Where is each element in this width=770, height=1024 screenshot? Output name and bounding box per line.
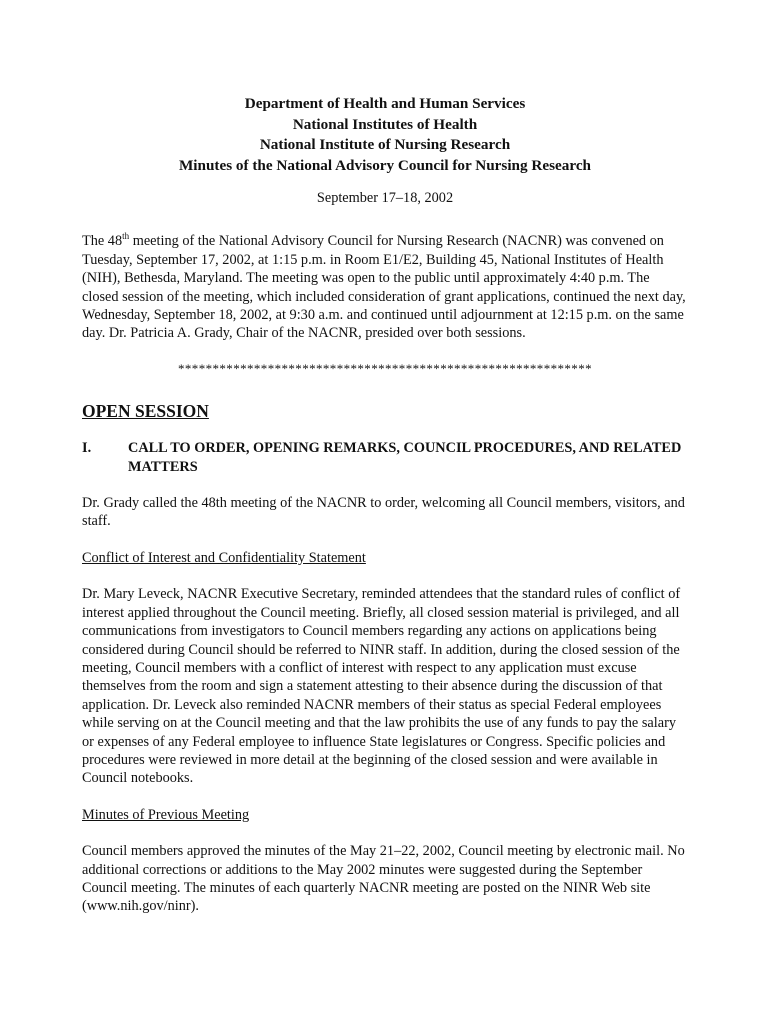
call-to-order-paragraph: Dr. Grady called the 48th meeting of the NACNR to order, welcoming all Council members, visitors, and staff. — [82, 495, 685, 530]
meeting-date: September 17–18, 2002 — [316, 190, 454, 206]
minutes-previous-meeting-paragraph: Council members approved the minutes of the May 21–22, 2002, Council meeting by electronic mail. No additional corrections or additions to the May 2002 minutes were suggested during the September Council meeting. The minutes of each quarterly NACNR meeting are posted on the NINR Web site (www.nih.gov/ninr). — [82, 843, 685, 915]
intro-superscript: th — [122, 231, 130, 242]
intro-text-start: The 48 — [82, 233, 123, 250]
item-title: CALL TO ORDER, OPENING REMARKS, COUNCIL PROCEDURES, AND RELATED MATTERS — [128, 440, 682, 475]
title-ninr: National Institute of Nursing Research — [259, 136, 511, 153]
conflict-of-interest-paragraph: Dr. Mary Leveck, NACNR Executive Secretary, reminded attendees that the standard rules of conflict of interest applied throughout the Council meeting. Briefly, all closed session material is privileged, and all communications from investigators to Council members regarding any actions on applications being considered during Council should be referred to NINR staff. In addition, during the closed session of the meeting, Council members with a conflict of interest with respect to any application must excuse themselves from the room and sign a statement attesting to their absence during the discussion of that application. Dr. Leveck also reminded NACNR members of their status as special Federal employees while serving on at the Council meeting and that the law prohibits the use of any funds to pay the salary or expenses of any Federal employee to influence State legislatures or Congress. Specific policies and procedures were reviewed in more detail at the beginning of the closed session and were available in Council notebooks. — [82, 586, 681, 787]
title-minutes: Minutes of the National Advisory Council for Nursing Research — [178, 156, 592, 174]
item-heading — [82, 439, 688, 476]
title-nih: National Institutes of Health — [292, 115, 478, 133]
minutes-previous-meeting-heading: Minutes of Previous Meeting — [82, 806, 250, 823]
document-page — [82, 94, 688, 916]
open-session-heading: OPEN SESSION — [82, 401, 209, 422]
document-title-block — [82, 94, 688, 176]
item-number: I. — [82, 440, 92, 457]
title-department: Department of Health and Human Services — [244, 95, 526, 112]
separator-line: ************************************************************ — [178, 360, 592, 376]
conflict-of-interest-heading: Conflict of Interest and Confidentiality Statement — [82, 549, 366, 566]
intro-text-rest: meeting of the National Advisory Council for Nursing Research (NACNR) was convened on Tuesday, September 17, 2002, at 1:15 p.m. in Room E1/E2, Building 45, National Institutes of Health (NIH), Bethesda, Maryland. The meeting was open to the public until approximately 4:40 p.m. The closed session of the meeting, which included consideration of grant applications, continued the next day, Wednesday, September 18, 2002, at 9:30 a.m. and continued until adjournment at 12:15 p.m. on the same day. Dr. Patricia A. Grady, Chair of the NACNR, presided over both sessions. — [82, 233, 686, 342]
intro-paragraph — [82, 232, 688, 342]
